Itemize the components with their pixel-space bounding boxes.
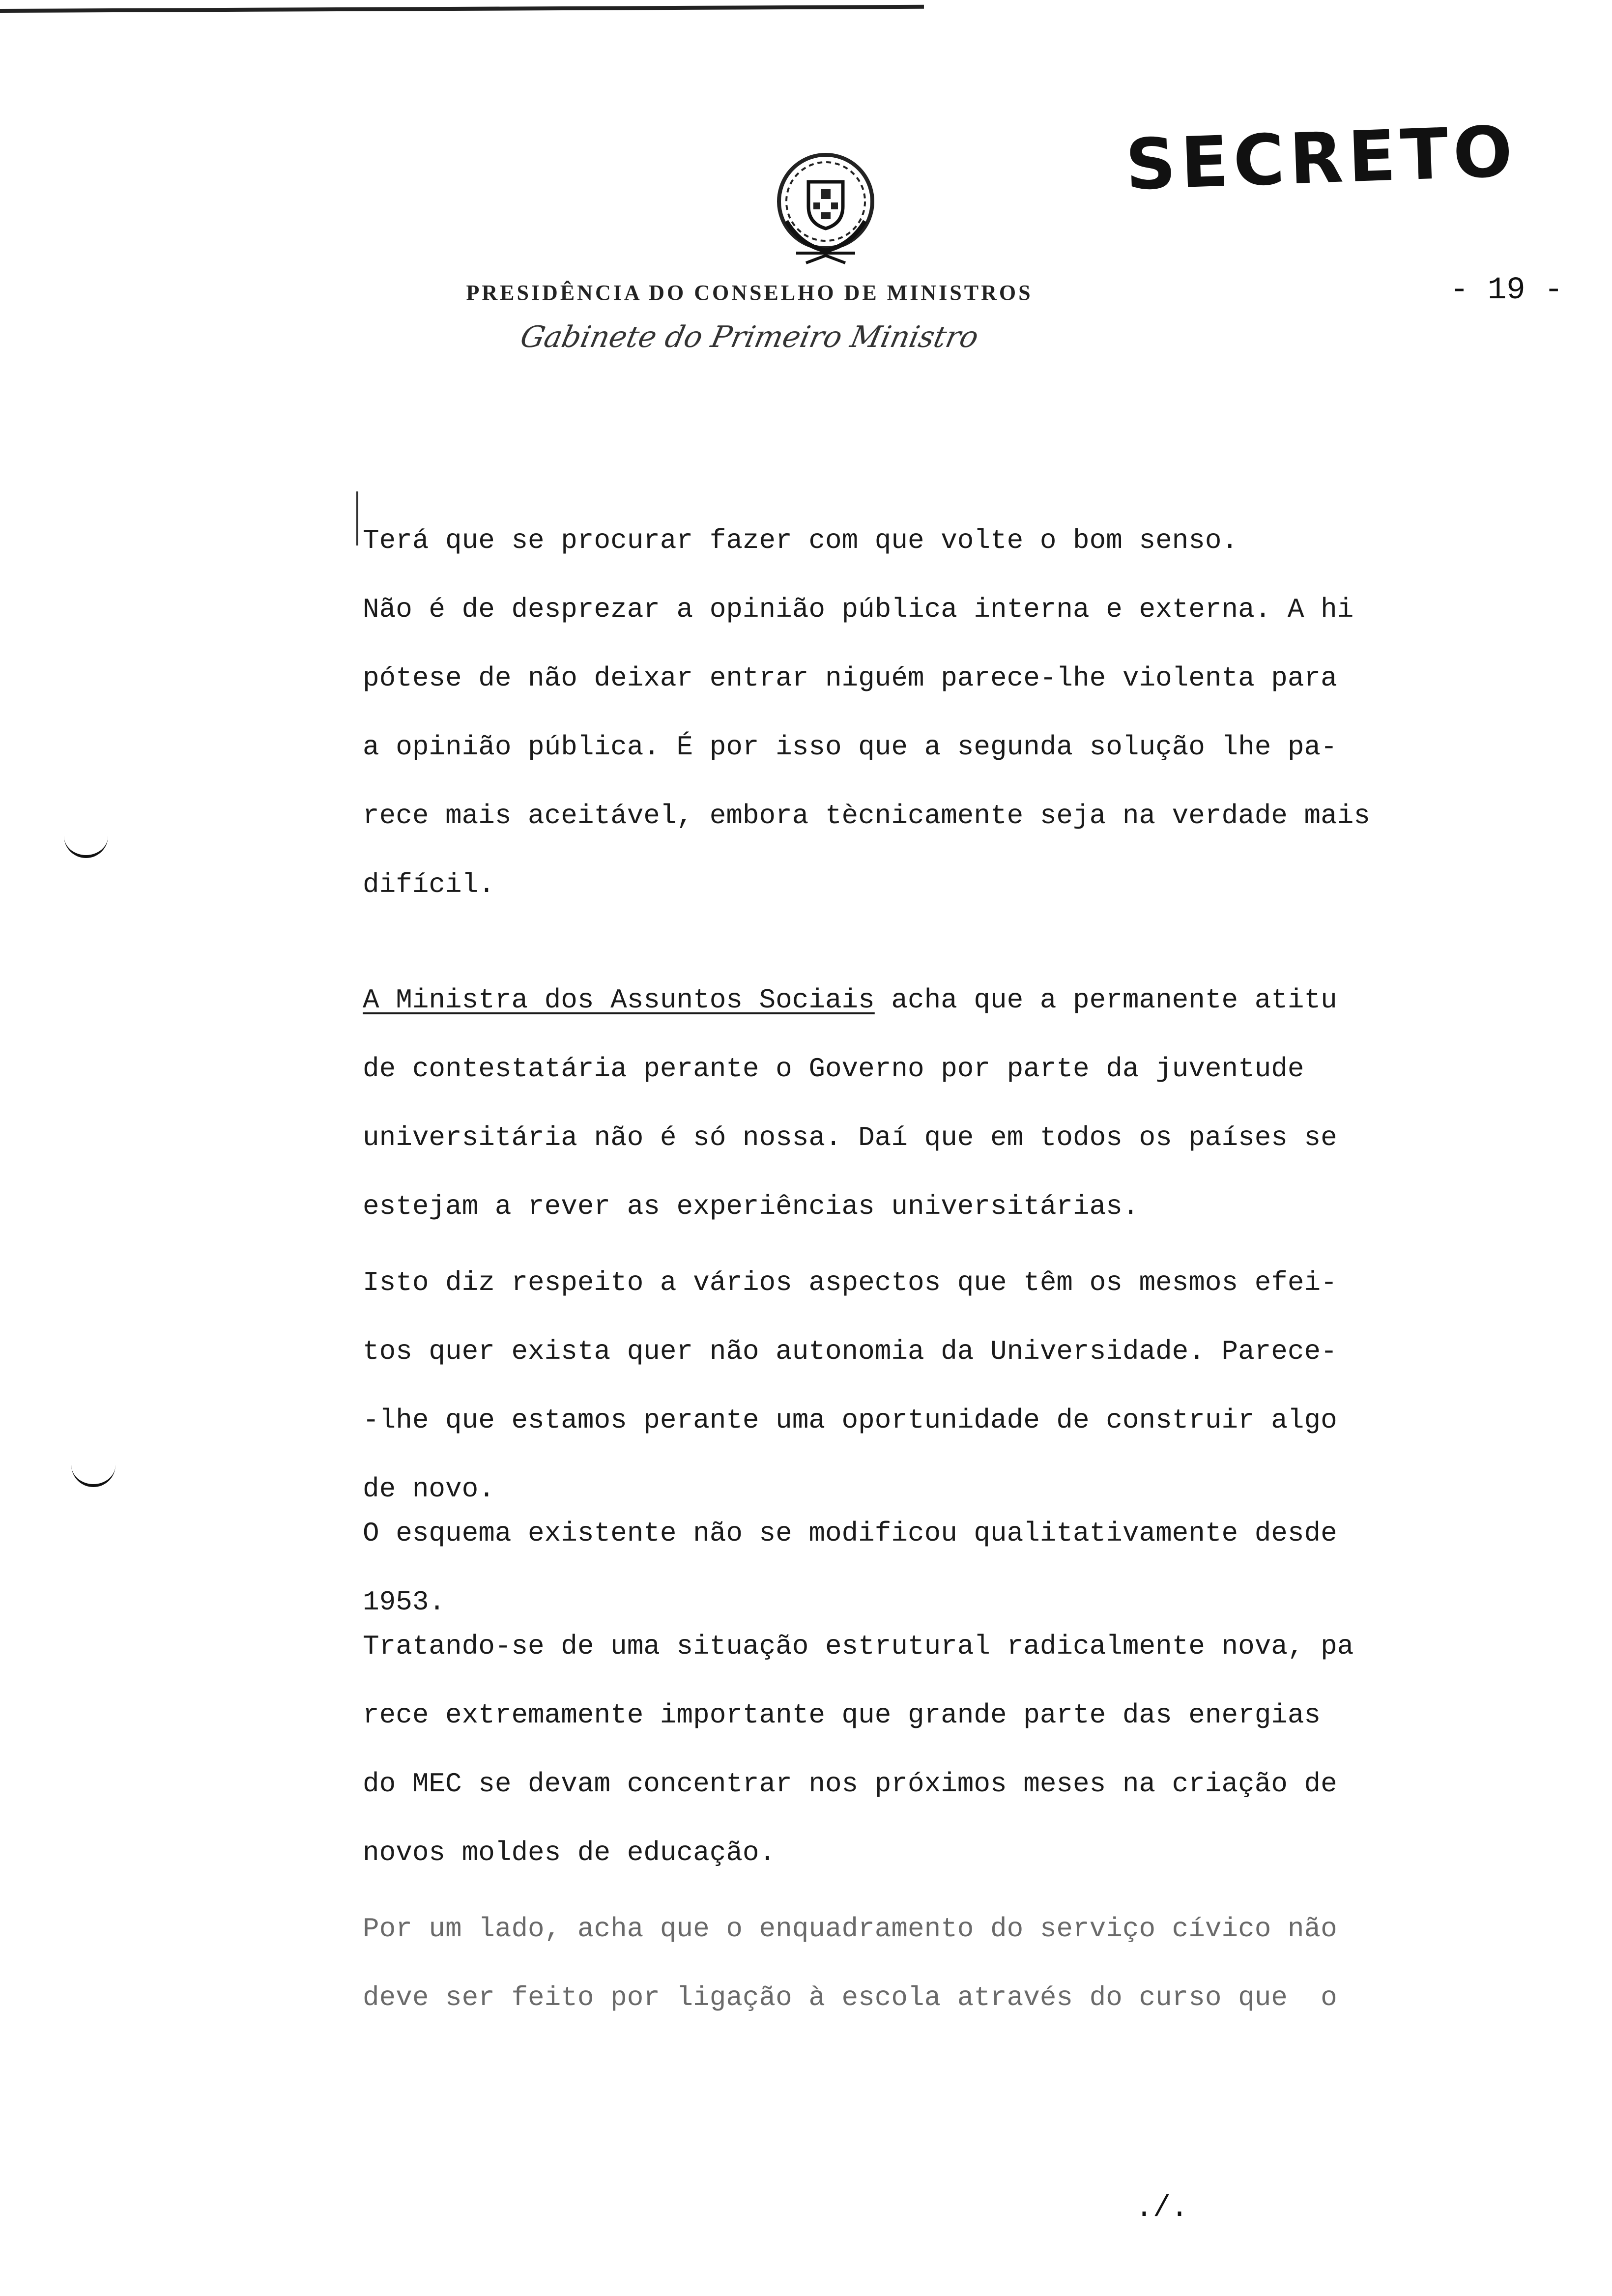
text-line: Terá que se procurar fazer com que volte o bom senso. (363, 525, 1238, 556)
institution-name: PRESIDÊNCIA DO CONSELHO DE MINISTROS (466, 281, 1033, 305)
speaker-name: A Ministra dos Assuntos Sociais (363, 984, 875, 1016)
text-line: universitária não é só nossa. Daí que em todos os países se (363, 1122, 1337, 1153)
text-line: a opinião pública. É por isso que a segunda solução lhe pa- (363, 731, 1337, 763)
text-line: O esquema existente não se modificou qualitativamente desde (363, 1518, 1337, 1549)
text-line: Isto diz respeito a vários aspectos que têm os mesmos efei- (363, 1267, 1337, 1298)
portuguese-coat-of-arms-icon (767, 147, 885, 275)
margin-line-mark (356, 491, 358, 545)
letterhead (0, 280, 1612, 354)
text-fragment: acha que a permanente atitu (874, 984, 1337, 1016)
document-body (363, 526, 1464, 2012)
text-line: tos quer exista quer não autonomia da Universidade. Parece- (363, 1336, 1337, 1367)
text-line: rece mais aceitável, embora tècnicamente seja na verdade mais (363, 800, 1370, 832)
text-line: Tratando-se de uma situação estrutural radicalmente nova, pa (363, 1631, 1354, 1662)
margin-bracket-mark (64, 835, 108, 858)
text-line: -lhe que estamos perante uma oportunidade de construir algo (363, 1405, 1337, 1436)
text-line: de contestatária perante o Governo por parte da juventude (363, 1053, 1304, 1085)
text-line: Por um lado, acha que o enquadramento do serviço cívico não (363, 1913, 1337, 1945)
text-line (363, 985, 1464, 1015)
text-line: novos moldes de educação. (363, 1837, 776, 1868)
classification-stamp: SECRETO (1124, 111, 1519, 206)
text-line: Não é de desprezar a opinião pública interna e externa. A hi (363, 594, 1354, 625)
top-rule (0, 5, 924, 13)
text-line: 1953. (363, 1586, 446, 1618)
text-line: do MEC se devam concentrar nos próximos meses na criação de (363, 1768, 1337, 1800)
text-line: pótese de não deixar entrar niguém parece-lhe violenta para (363, 662, 1337, 694)
text-line: rece extremamente importante que grande parte das energias (363, 1699, 1321, 1731)
continuation-mark: ./. (1135, 2192, 1189, 2225)
page-number: - 19 - (1450, 273, 1563, 308)
paragraph (363, 985, 1464, 2012)
text-line: difícil. (363, 869, 495, 900)
office-name: Gabinete do Primeiro Ministro (517, 320, 982, 354)
paragraph (363, 526, 1464, 899)
text-line: estejam a rever as experiências universitárias. (363, 1191, 1139, 1222)
text-line: de novo. (363, 1473, 495, 1505)
text-line: deve ser feito por ligação à escola através do curso que o (363, 1982, 1337, 2013)
margin-bracket-mark (71, 1464, 115, 1487)
